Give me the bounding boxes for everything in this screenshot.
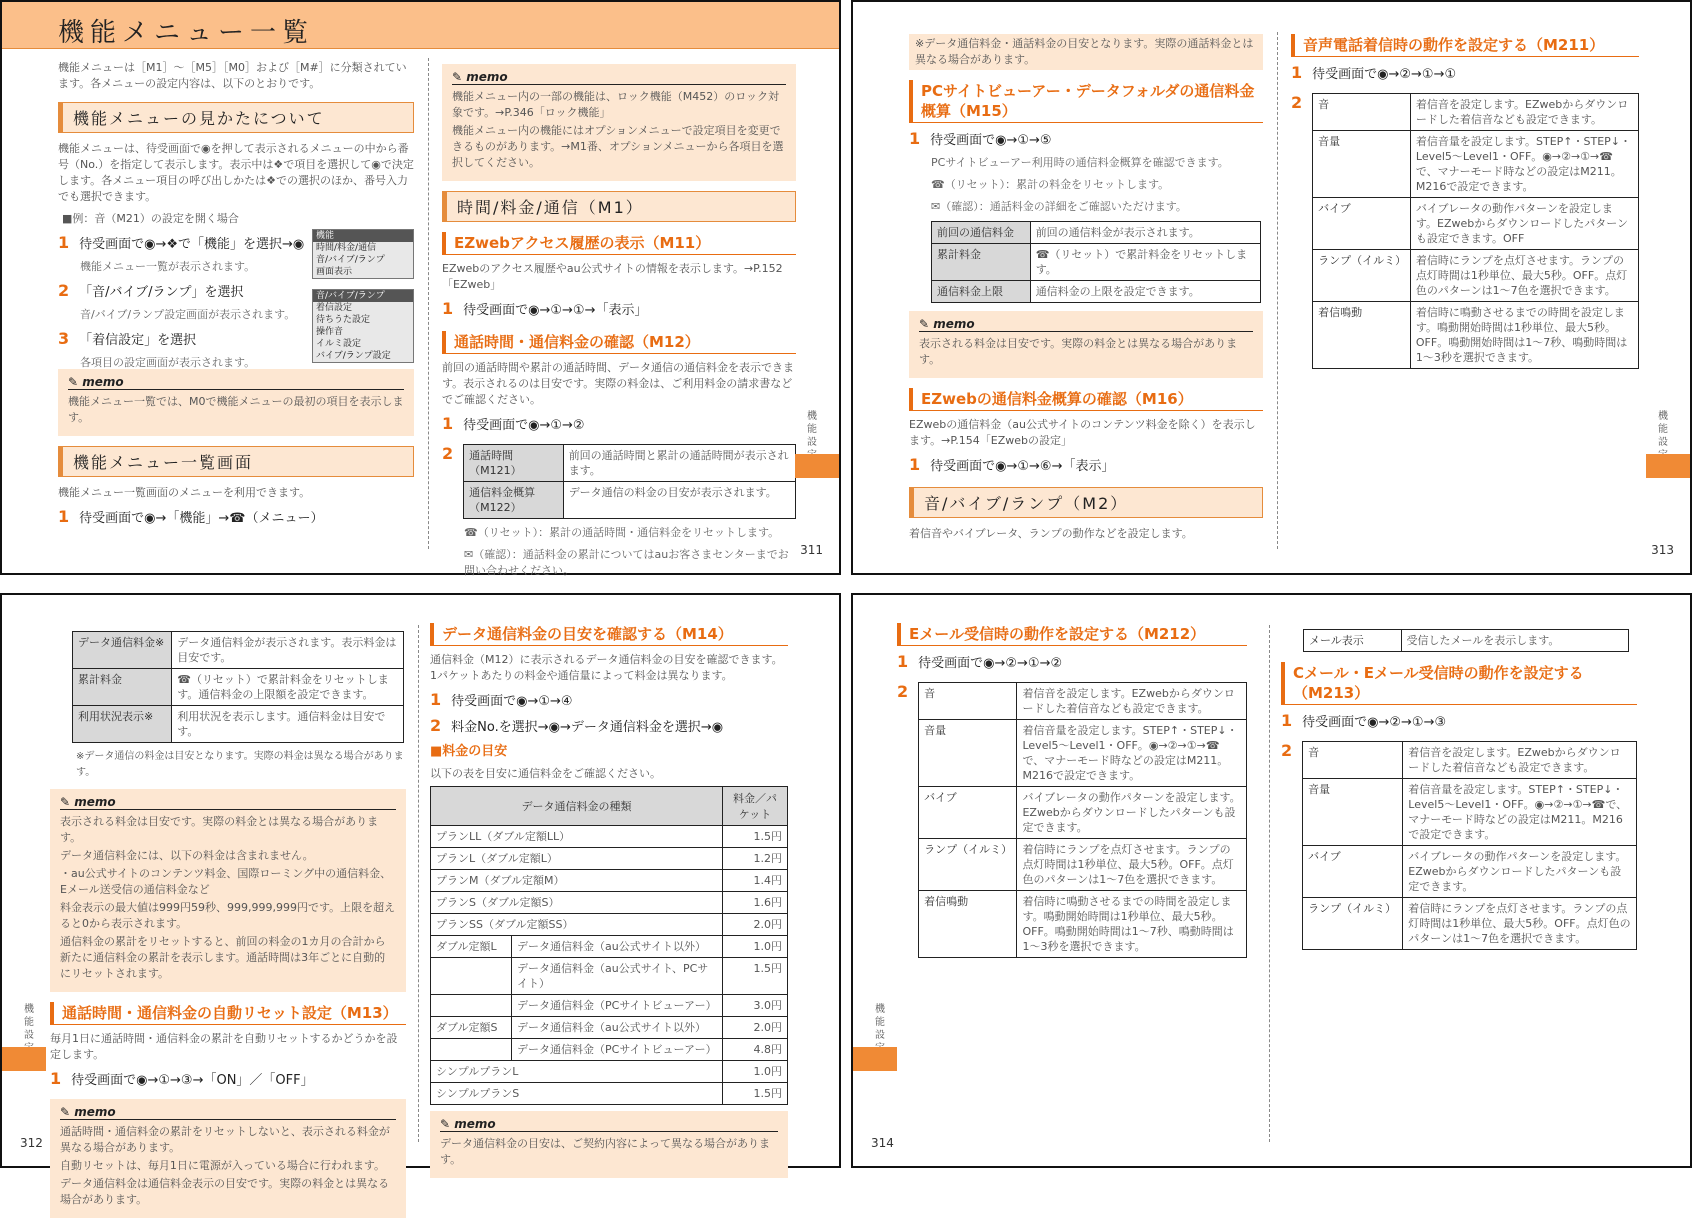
- column-divider: [428, 58, 429, 549]
- table-row: 通信料金概算（M122） データ通信の料金の目安が表示されます。: [464, 482, 796, 519]
- subsection-heading: 通話時間・通信料金の自動リセット設定（M13）: [50, 1002, 406, 1025]
- table-row: ランプ（イルミ） 着信時にランプを点灯させます。ランプの点灯時間は1秒単位、最大5秒。OFF。点灯色のパターンは1〜7色を選択できます。: [1313, 250, 1639, 302]
- page-312: [0, 593, 841, 1206]
- table-header-row: データ通信料金の種類 料金／パケット: [431, 787, 788, 826]
- subsection-heading: Cメール・Eメール受信時の動作を設定する（M213）: [1281, 662, 1637, 705]
- table-row: プランLL（ダブル定額LL） 1.5円: [431, 826, 788, 848]
- memo-box: ✎ memo データ通信料金の目安は、ご契約内容によって異なる場合があります。: [430, 1111, 788, 1178]
- subsection-heading: EZwebの通信料金概算の確認（M16）: [909, 388, 1263, 411]
- table-row: バイブ バイブレータの動作パターンを設定します。EZwebからダウンロードしたパターンも設定できます。: [1303, 846, 1637, 898]
- step: 1 待受画面で◉→②→①→③: [1281, 711, 1447, 730]
- table-row: 音量 着信音量を設定します。STEP↑・STEP↓・Level5〜Level1・OFF。◉→②→①→☎で、マナーモード時などの設定はM211。M216で設定できます。: [1303, 779, 1637, 846]
- step-2-table: 2 音 着信音を設定します。EZwebからダウンロードした着信音なども設定できます。 音量 着信音量を設定します。STEP↑・STEP↓・Level5〜Level1・OFF。◉→②→①→☎で、マナーモード時などの設定はM211。M216で設定できます。 バイブ バイブレータの動作パターンを設定します。EZwebからダウンロードしたパターンも設定できます。OFF ランプ（イルミ） 着信時にランプを点灯させます。ランプの点灯時間は1秒単位、最大5秒。OFF。点灯色のパターンは1〜7色を選択できます。 着信鳴動 着信時に鳴動させるまでの時間を設定します。鳴動開始時間は1秒単位、最大5秒。OFF。鳴動開始時間は1〜7秒、鳴動時間は1〜3秒を選択できます。: [1291, 89, 1639, 375]
- table-row: ランプ（イルミ） 着信時にランプを点灯させます。ランプの点灯時間は1秒単位、最大5秒。OFF。点灯色のパターンは1〜7色を選択できます。: [919, 839, 1247, 891]
- table-row: ダブル定額L データ通信料金（au公式サイト以外） 1.0円: [431, 936, 788, 958]
- step: 1 待受画面で◉→①→⑤: [909, 129, 1052, 148]
- table-row: シンプルプランL 1.0円: [431, 1061, 788, 1083]
- column-divider: [418, 625, 419, 1142]
- step: 2 「音/バイブ/ランプ」を選択: [58, 281, 244, 300]
- step: 1 待受画面で◉→①→③→「ON」／「OFF」: [50, 1069, 314, 1088]
- subsection-heading: Eメール受信時の動作を設定する（M212）: [897, 623, 1247, 646]
- right-column: データ通信料金の目安を確認する（M14） 通信料金（M12）に表示されるデータ通信料金の目安を確認できます。1パケットあたりの料金や通信量によって料金は異なります。 1 待受画面で◉→①→④ 2 料金No.を選択→◉→データ通信料金を選択→◉ ■料金の目安 以下の表を目安に通信料金をご確認ください。 データ通信料金の種類 料金／パケット プランLL（ダブル定額LL） 1.5円 プランL（ダブル定額L） 1.2円 プランM（ダブル定額M） 1.4円 プランS（ダブル定額S） 1.6円 プランSS（ダブル定額SS） 2.0円 ダブル定額L データ通信料金（au公式サイト以外） 1.0円 データ通信料金（au公式サイト、PCサイト） 1.5円 データ通信料金（PCサイトビューアー） 3.0円 ダブル定額S データ通信料金（au公式サイト以外） 2.0円 データ通信料金（PCサイトビューアー） 4.8円 シンプルプランL 1.0円 シンプルプランS 1.5円 ✎ memo データ通信料金の目安は、ご契約内容によって異なる場合があります。: [430, 621, 788, 1166]
- subsection-heading: 通話時間・通信料金の確認（M12）: [442, 331, 796, 354]
- footnote: ※データ通信の料金は目安となります。実際の料金は異なる場合があります。: [76, 751, 404, 778]
- table-row: 通信料金上限 通信料金の上限を設定できます。: [932, 281, 1261, 303]
- step: 1 待受画面で◉→②→①→②: [897, 652, 1063, 671]
- step: 1 待受画面で◉→①→②: [442, 414, 585, 433]
- section-heading: 機能メニュー一覧画面: [58, 446, 414, 477]
- side-tab-label: 機能設: [807, 411, 817, 448]
- settings-table: [918, 682, 1247, 958]
- step: 2 料金No.を選択→◉→データ通信料金を選択→◉: [430, 716, 724, 735]
- step: 1 待受画面で◉→「機能」→☎（メニュー）: [58, 507, 324, 526]
- step: 1 待受画面で◉→❖で「機能」を選択→◉: [58, 233, 305, 252]
- side-tab-marker: [795, 454, 839, 478]
- table-row: 音量 着信音量を設定します。STEP↑・STEP↓・Level5〜Level1・OFF。◉→②→①→☎で、マナーモード時などの設定はM211。M216で設定できます。: [919, 720, 1247, 787]
- page-number: 311: [800, 543, 823, 557]
- side-tab-marker: [853, 1047, 897, 1071]
- table-row: 通話時間（M121） 前回の通話時間と累計の通話時間が表示されます。: [464, 445, 796, 482]
- table-row: データ通信料金（au公式サイト、PCサイト） 1.5円: [431, 958, 788, 995]
- step: 1 待受画面で◉→①→④: [430, 690, 573, 709]
- section-text: 機能メニューは、待受画面で◉を押して表示されるメニューの中から番号（No.）を指定して表示します。表示中は❖で項目を選択して◉で決定します。各メニュー項目の呼び出しかたは❖での選択のほか、番号入力でも選択できます。: [58, 142, 414, 203]
- column-divider: [1277, 32, 1278, 549]
- subsection-heading: データ通信料金の目安を確認する（M14）: [430, 623, 788, 646]
- table-row: プランL（ダブル定額L） 1.2円: [431, 848, 788, 870]
- page-311: [0, 0, 841, 575]
- left-column: ※データ通信料金・通話料金の目安となります。実際の通話料金とは異なる場合があります。 PCサイトビューアー・データフォルダの通信料金概算（M15） 1 待受画面で◉→①→⑤ PCサイトビューアー利用時の通信料金概算を確認できます。 ☎（リセット）：累計の料金をリセットします。 ✉（確認）：通話料金の詳細をご確認いただけます。 前回の通信料金 前回の通信料金が表示されます。 累計料金 ☎（リセット）で累計料金をリセットします。 通信料金上限 通信料金の上限を設定できます。 ✎ memo 表示される料金は目安です。実際の料金とは異なる場合があります。 EZwebの通信料金概算の確認（M16） EZwebの通信料金（au公式サイトのコンテンツ料金を除く）を表示します。→P.154「EZwebの設定」 1 待受画面で◉→①→⑥→「表示」 音/バイブ/ランプ（M2） 着信音やバイブレータ、ランプの動作などを設定します。: [909, 32, 1263, 573]
- step-2-table: 2 音 着信音を設定します。EZwebからダウンロードした着信音なども設定できます。 音量 着信音量を設定します。STEP↑・STEP↓・Level5〜Level1・OFF。◉→②→①→☎で、マナーモード時などの設定はM211。M216で設定できます。 バイブ バイブレータの動作パターンを設定します。EZwebからダウンロードしたパターンも設定できます。 ランプ（イルミ） 着信時にランプを点灯させます。ランプの点灯時間は1秒単位、最大5秒。OFF。点灯色のパターンは1〜7色を選択できます。 着信鳴動 着信時に鳴動させるまでの時間を設定します。鳴動開始時間は1秒単位、最大5秒。OFF。鳴動開始時間は1〜7秒、鳴動時間は1〜3秒を選択できます。: [897, 678, 1247, 964]
- side-tab-label: 機能設: [1658, 411, 1668, 448]
- table-row: シンプルプランS 1.5円: [431, 1083, 788, 1105]
- step: 3 「着信設定」を選択: [58, 329, 197, 348]
- screenshot-function-menu: 機能 時間/料金/通信 音/バイブ/ランプ 画面表示: [312, 229, 414, 279]
- memo-box: ✎ memo 機能メニュー内の一部の機能は、ロック機能（M452）のロック対象です。→P.346「ロック機能」 機能メニュー内の機能にはオプションメニューで設定項目を変更できるものがあります。→M1番、オプションメニューから各項目を選択してください。: [442, 64, 796, 181]
- column-divider: [1269, 625, 1270, 1142]
- page-header: [2, 2, 839, 49]
- left-column: [897, 621, 1247, 1166]
- step: 1 待受画面で◉→②→①→①: [1291, 63, 1457, 82]
- example-label: ■例：音（M21）の設定を開く場合: [62, 212, 239, 225]
- right-column: [1281, 625, 1637, 1166]
- right-column: ✎ memo 機能メニュー内の一部の機能は、ロック機能（M452）のロック対象です。→P.346「ロック機能」 機能メニュー内の機能にはオプションメニューで設定項目を変更できるものがあります。→M1番、オプションメニューから各項目を選択してください。 時間/料金/通信（M1） EZwebアクセス履歴の表示（M11） EZwebのアクセス履歴やau公式サイトの情報を表示します。→P.152「EZweb」 1 待受画面で◉→①→①→「表示」 通話時間・通信料金の確認（M12） 前回の通話時間や累計の通話時間、データ通信の通信料金を表示できます。表示されるのは目安です。実際の料金は、ご利用料金の請求書などでご確認ください。 1 待受画面で◉→①→② 2 通話時間（M121） 前回の通話時間と累計の通話時間が表示されます。 通信料金概算（M122） データ通信の料金の目安が表示されます。 ☎（リセット）：累計の通話時間・通信料金をリセットします。 ✉（確認）：通話料金の累計についてはauお客さまセンターまでお問い合わせください。: [442, 56, 796, 573]
- table-row: 累計料金 ☎（リセット）で累計料金をリセットします。通信料金の上限額を設定できます。: [73, 669, 404, 706]
- memo-box: ✎ memo 表示される料金は目安です。実際の料金とは異なる場合があります。 データ通信料金には、以下の料金は含まれません。 ・au公式サイトのコンテンツ料金、国際ローミング中の通信料金、Eメール送受信の通信料金など 料金表示の最大値は999円59秒、999,999,999円です。上限を超えると0から表示されます。 通信料金の累計をリセットすると、前回の料金の1カ月の合計から新たに通信料金の累計を表示します。通話時間は3年ごとに自動的にリセットされます。: [50, 789, 406, 992]
- table-row: 利用状況表示※ 利用状況を表示します。通信料金は目安です。: [73, 706, 404, 743]
- page-313: [851, 0, 1692, 575]
- table-row: プランS（ダブル定額S） 1.6円: [431, 892, 788, 914]
- table-row: バイブ バイブレータの動作パターンを設定します。EZwebからダウンロードしたパターンも設定できます。: [919, 787, 1247, 839]
- table-row: ランプ（イルミ） 着信時にランプを点灯させます。ランプの点灯時間は1秒単位、最大5秒。OFF。点灯色のパターンは1〜7色を選択できます。: [1303, 898, 1637, 950]
- side-tab-marker: [1646, 454, 1690, 478]
- screenshot-sound-menu: 音/バイブ/ランプ 着信設定 待ちうた設定 操作音 イルミ設定 バイブ/ランプ設定: [312, 289, 414, 363]
- sub-heading: ■料金の目安: [430, 744, 508, 759]
- table-row: データ通信料金※ データ通信料金が表示されます。表示料金は目安です。: [73, 632, 404, 669]
- page-number: 314: [871, 1136, 894, 1150]
- page-number: 312: [20, 1136, 43, 1150]
- table-row: 前回の通信料金 前回の通信料金が表示されます。: [932, 222, 1261, 244]
- table-row: データ通信料金（PCサイトビューアー） 3.0円: [431, 995, 788, 1017]
- side-tab-marker: [2, 1047, 46, 1071]
- page-314: [851, 593, 1692, 1168]
- step-2-table: 2 音 着信音を設定します。EZwebからダウンロードした着信音なども設定できます。 音量 着信音量を設定します。STEP↑・STEP↓・Level5〜Level1・OFF。◉→②→①→☎で、マナーモード時などの設定はM211。M216で設定できます。 バイブ バイブレータの動作パターンを設定します。EZwebからダウンロードしたパターンも設定できます。 ランプ（イルミ） 着信時にランプを点灯させます。ランプの点灯時間は1秒単位、最大5秒。OFF。点灯色のパターンは1〜7色を選択できます。: [1281, 737, 1637, 956]
- side-tab-label: 機能設: [875, 1004, 885, 1041]
- section-heading: 時間/料金/通信（M1）: [442, 191, 796, 222]
- table-row: メール表示 受信したメールを表示します。: [1304, 630, 1629, 652]
- table-row: 音 着信音を設定します。EZwebからダウンロードした着信音なども設定できます。: [919, 683, 1247, 720]
- section-heading: 音/バイブ/ランプ（M2）: [909, 487, 1263, 518]
- table-row: 音量 着信音量を設定します。STEP↑・STEP↓・Level5〜Level1・OFF。◉→②→①→☎で、マナーモード時などの設定はM211。M216で設定できます。: [1313, 131, 1639, 198]
- step-2-table: 2 通話時間（M121） 前回の通話時間と累計の通話時間が表示されます。 通信料金概算（M122） データ通信の料金の目安が表示されます。: [442, 440, 796, 525]
- page-title: 機能メニュー一覧: [58, 18, 315, 48]
- rate-table: [430, 786, 788, 1105]
- step: 1 待受画面で◉→①→⑥→「表示」: [909, 455, 1115, 474]
- intro-text: 機能メニューは［M1］〜［M5］［M0］および［M#］に分類されています。各メニューの設定内容は、以下のとおりです。: [58, 61, 407, 90]
- settings-table: [72, 631, 404, 743]
- table-row: ダブル定額S データ通信料金（au公式サイト以外） 2.0円: [431, 1017, 788, 1039]
- settings-table: [1302, 741, 1637, 950]
- table-row: データ通信料金（PCサイトビューアー） 4.8円: [431, 1039, 788, 1061]
- memo-box: ✎ memo 機能メニュー一覧では、M0で機能メニューの最初の項目を表示します。: [58, 369, 414, 436]
- settings-table: [1303, 629, 1629, 652]
- section-heading: 機能メニューの見かたについて: [58, 102, 414, 133]
- settings-table: [463, 444, 796, 519]
- table-row: プランM（ダブル定額M） 1.4円: [431, 870, 788, 892]
- table-row: バイブ バイブレータの動作パターンを設定します。EZwebからダウンロードしたパターンも設定できます。OFF: [1313, 198, 1639, 250]
- side-tab-label: 機能設: [24, 1004, 34, 1041]
- table-row: 音 着信音を設定します。EZwebからダウンロードした着信音なども設定できます。: [1303, 742, 1637, 779]
- step: 1 待受画面で◉→①→①→「表示」: [442, 299, 648, 318]
- table-row: 累計料金 ☎（リセット）で累計料金をリセットします。: [932, 244, 1261, 281]
- steps-with-screens: 1 待受画面で◉→❖で「機能」を選択→◉ 機能メニュー一覧が表示されます。 2 「音/バイブ/ランプ」を選択 音/バイブ/ランプ設定画面が表示されます。 3 「着信設定」を選択 各項目の設定画面が表示されます。 機能 時間/料金/通信 音/バイブ/ランプ 画面表示 音/バイブ/ランプ 着信設定 待ちうた設定 操作音 イルミ設定 バイブ/ランプ設定: [58, 229, 414, 361]
- table-row: 着信鳴動 着信時に鳴動させるまでの時間を設定します。鳴動開始時間は1秒単位、最大5秒。OFF。鳴動開始時間は1〜7秒、鳴動時間は1〜3秒を選択できます。: [919, 891, 1247, 958]
- left-column: データ通信料金※ データ通信料金が表示されます。表示料金は目安です。 累計料金 ☎（リセット）で累計料金をリセットします。通信料金の上限額を設定できます。 利用状況表示※ 利用状況を表示します。通信料金は目安です。 ※データ通信の料金は目安となります。実際の料金は異なる場合があります。 ✎ memo 表示される料金は目安です。実際の料金とは異なる場合があります。 データ通信料金には、以下の料金は含まれません。 ・au公式サイトのコンテンツ料金、国際ローミング中の通信料金、Eメール送受信の通信料金など 料金表示の最大値は999円59秒、999,999,999円です。上限を超えると0から表示されます。 通信料金の累計をリセットすると、前回の料金の1カ月の合計から新たに通信料金の累計を表示します。通話時間は3年ごとに自動的にリセットされます。 通話時間・通信料金の自動リセット設定（M13） 毎月1日に通話時間・通信料金の累計を自動リセットするかどうかを設定します。 1 待受画面で◉→①→③→「ON」／「OFF」 ✎ memo 通話時間・通信料金の累計をリセットしないと、表示される料金が異なる場合があります。 自動リセットは、毎月1日に電源が入っている場合に行われます。 データ通信料金は通信料金表示の目安です。実際の料金とは異なる場合があります。: [50, 627, 406, 1166]
- subsection-heading: PCサイトビューアー・データフォルダの通信料金概算（M15）: [909, 80, 1263, 123]
- right-column: [1291, 32, 1639, 573]
- top-band: ※データ通信料金・通話料金の目安となります。実際の通話料金とは異なる場合があります。: [909, 34, 1263, 70]
- page-number: 313: [1651, 543, 1674, 557]
- subsection-heading: 音声電話着信時の動作を設定する（M211）: [1291, 34, 1639, 57]
- table-row: 着信鳴動 着信時に鳴動させるまでの時間を設定します。鳴動開始時間は1秒単位、最大5秒。OFF。鳴動開始時間は1〜7秒、鳴動時間は1〜3秒を選択できます。: [1313, 302, 1639, 369]
- settings-table: [931, 221, 1261, 303]
- subsection-heading: EZwebアクセス履歴の表示（M11）: [442, 232, 796, 255]
- memo-box: ✎ memo 通話時間・通信料金の累計をリセットしないと、表示される料金が異なる場合があります。 自動リセットは、毎月1日に電源が入っている場合に行われます。 データ通信料金は通信料金表示の目安です。実際の料金とは異なる場合があります。: [50, 1099, 406, 1218]
- table-row: 音 着信音を設定します。EZwebからダウンロードした着信音なども設定できます。: [1313, 94, 1639, 131]
- left-column: 機能メニューは［M1］〜［M5］［M0］および［M#］に分類されています。各メニューの設定内容は、以下のとおりです。 機能メニューの見かたについて 機能メニューは、待受画面で◉を押して表示されるメニューの中から番号（No.）を指定して表示します。表示中は❖で項目を選択して◉で決定します。各メニュー項目の呼び出しかたは❖での選択のほか、番号入力でも選択できます。 ■例：音（M21）の設定を開く場合 1 待受画面で◉→❖で「機能」を選択→◉ 機能メニュー一覧が表示されます。 2 「音/バイブ/ランプ」を選択 音/バイブ/ランプ設定画面が表示されます。 3 「着信設定」を選択 各項目の設定画面が表示されます。 機能 時間/料金/通信 音/バイブ/ランプ 画面表示 音/バイブ/ランプ 着信設定 待ちうた設定 操作音 イルミ設定 バイブ/ランプ設定 ✎ memo 機能メニュー一覧では、M0で機能メニューの最初の項目を表示します。 機能メニュー一覧画面 機能メニュー一覧画面のメニューを利用できます。 1 待受画面で◉→「機能」→☎（メニュー）: [58, 56, 414, 573]
- settings-table: [1312, 93, 1639, 369]
- memo-box: ✎ memo 表示される料金は目安です。実際の料金とは異なる場合があります。: [909, 311, 1263, 378]
- table-row: プランSS（ダブル定額SS） 2.0円: [431, 914, 788, 936]
